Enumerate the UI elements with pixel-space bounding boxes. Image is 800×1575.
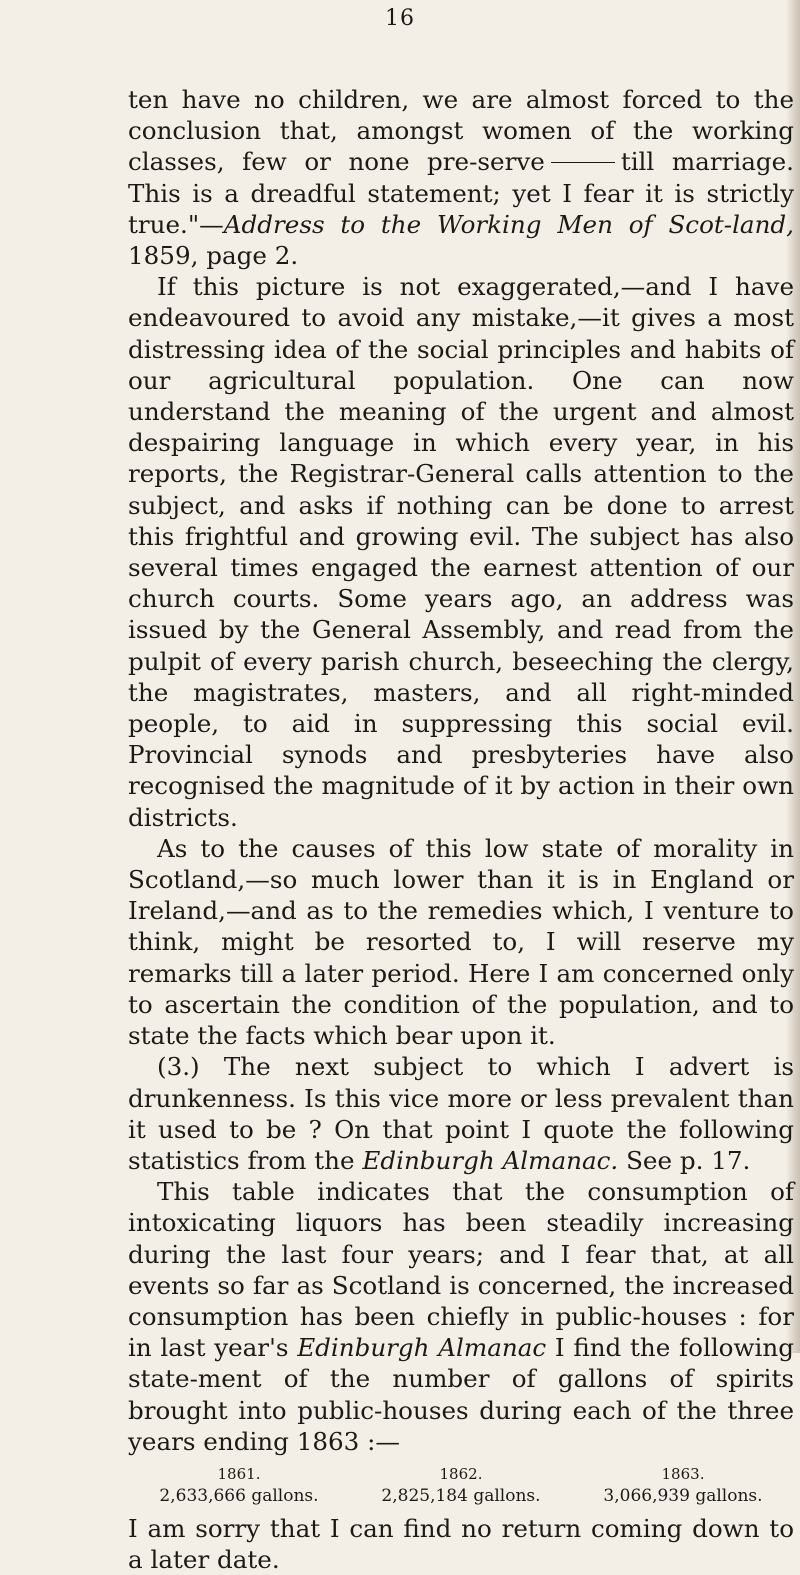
stat-year: 1863. bbox=[661, 1464, 705, 1483]
paragraph-1-text-c: 1859, page 2. bbox=[128, 241, 299, 271]
paragraph-1 bbox=[128, 84, 794, 271]
paragraph-5 bbox=[128, 1176, 794, 1457]
stat-column bbox=[572, 1463, 794, 1507]
stat-amount: 2,633,666 gallons. bbox=[159, 1485, 319, 1506]
paragraph-4-text-a: (3.) The next subject to which I advert is drunkenness. Is this vice more or less prevalent than it used to be ? On that point I quote the following statistics from the bbox=[128, 1052, 794, 1175]
citation-address: Address to the Working Men of Scot-land, bbox=[223, 209, 794, 239]
paragraph-1-text-a: ten have no children, we are almost forced to the conclusion that, amongst women of the working classes, few or none pre-serve bbox=[128, 85, 794, 177]
citation-almanac-2: Edinburgh Almanac bbox=[297, 1333, 547, 1363]
redaction-blank bbox=[551, 162, 615, 163]
body-text bbox=[128, 84, 794, 1575]
stat-year: 1862. bbox=[439, 1464, 483, 1483]
paragraph-4 bbox=[128, 1051, 794, 1176]
paragraph-3: As to the causes of this low state of morality in Scotland,—so much lower than it is in England or Ireland,—and as to the remedies which, I venture to think, might be resorted to, I will reserve my remarks till a later period. Here I am concerned only to ascertain the condition of the population, and to state the facts which bear upon it. bbox=[128, 833, 794, 1051]
closing-line: I am sorry that I can find no return coming down to a later date. bbox=[128, 1513, 794, 1575]
paragraph-4-text-b: See p. 17. bbox=[618, 1145, 751, 1175]
citation-almanac: Edinburgh Almanac. bbox=[362, 1145, 619, 1175]
stat-amount: 2,825,184 gallons. bbox=[381, 1485, 541, 1506]
stat-column bbox=[350, 1463, 572, 1507]
stat-year: 1861. bbox=[217, 1464, 261, 1483]
stat-amount: 3,066,939 gallons. bbox=[603, 1485, 763, 1506]
paragraph-1-text-b: till marriage. This is a dreadful statement; yet I fear it is strictly true."— bbox=[128, 147, 794, 239]
paragraph-2: If this picture is not exaggerated,—and I have endeavoured to avoid any mistake,—it gives a most distressing idea of the social principles and habits of our agricultural population. One can now understand the meaning of the urgent and almost despairing language in which every year, in his reports, the Registrar-General calls attention to the subject, and asks if nothing can be done to arrest this frightful and growing evil. The subject has also several times engaged the earnest attention of our church courts. Some years ago, an address was issued by the General Assembly, and read from the pulpit of every parish church, beseeching the clergy, the magistrates, masters, and all right-minded people, to aid in suppressing this social evil. Provincial synods and presbyteries have also recognised the magnitude of it by action in their own districts. bbox=[128, 272, 794, 832]
page-number: 16 bbox=[385, 6, 415, 31]
stat-column bbox=[128, 1463, 350, 1507]
gallons-statistics bbox=[128, 1463, 794, 1507]
paragraph-5-text-a: This table indicates that the consumption of intoxicating liquors has been steadily increasing during the last four years; and I fear that, at all events so far as Scotland is concerned, the increased consumption has been chiefly in public-houses : for in last year's bbox=[128, 1177, 794, 1363]
paragraph-5-text-b: I find the following state-ment of the number of gallons of spirits brought into public-houses during each of the three years ending 1863 :— bbox=[128, 1333, 794, 1456]
